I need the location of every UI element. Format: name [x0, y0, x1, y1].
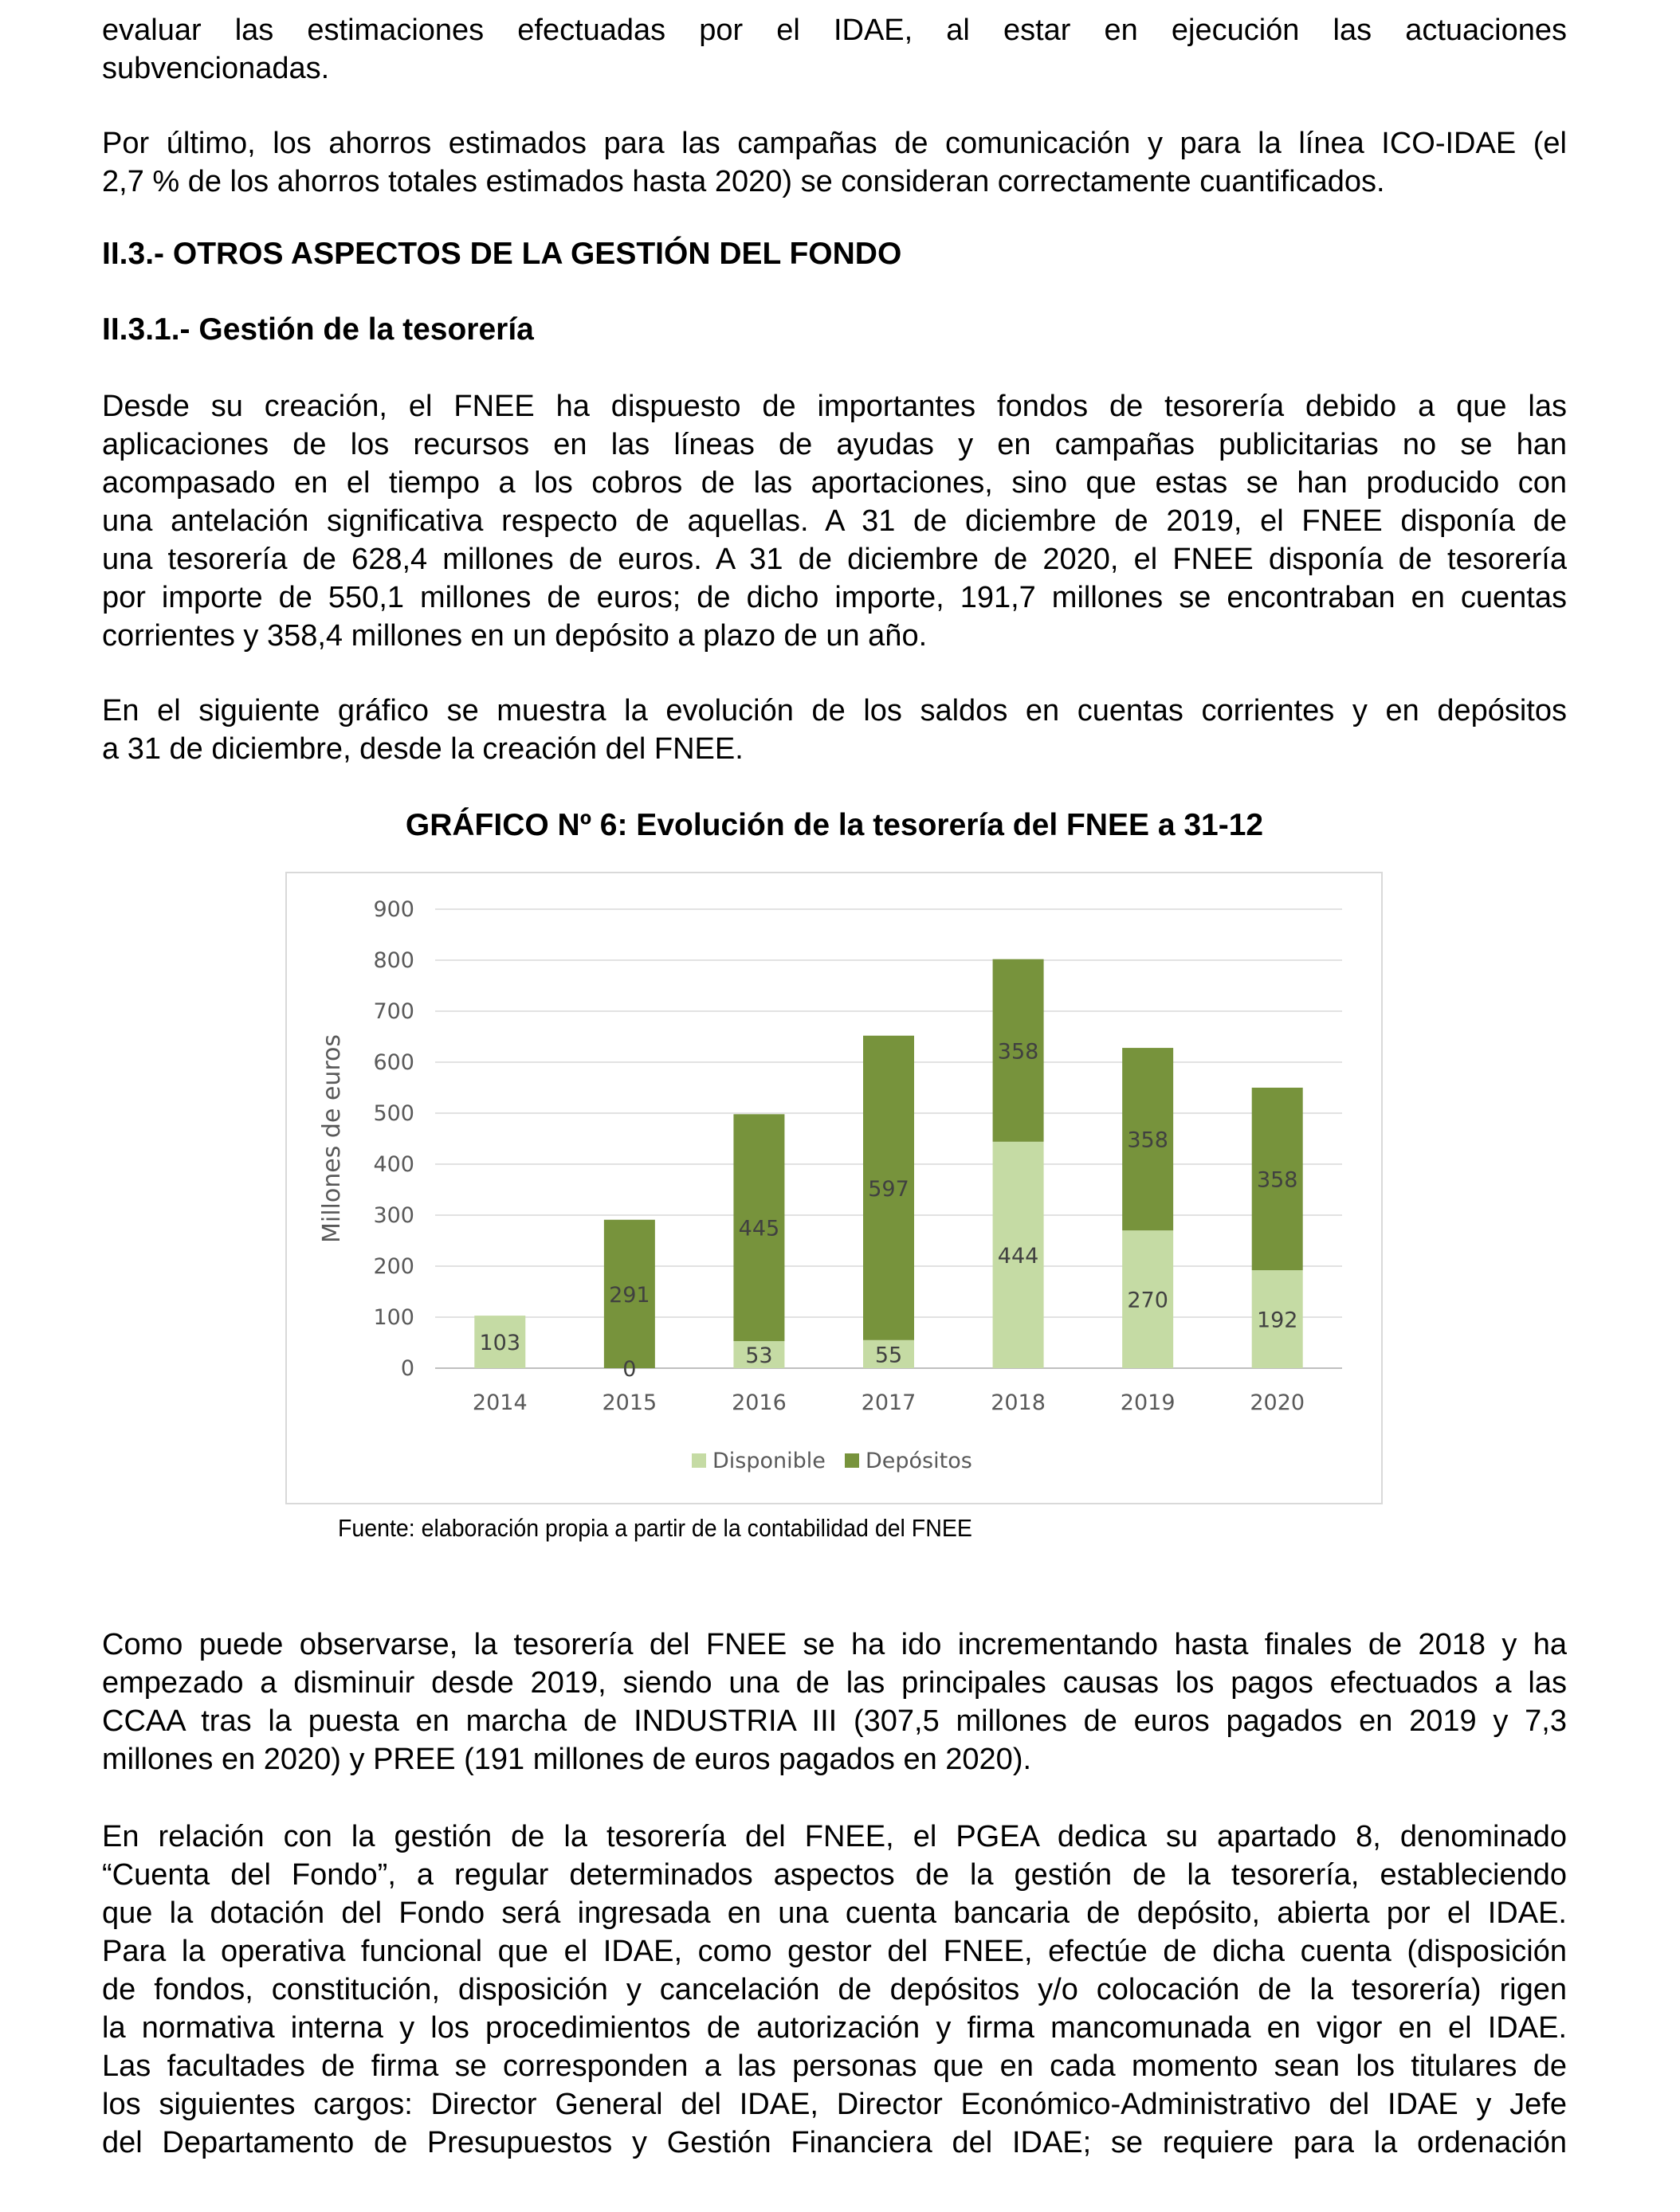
text-line: una antelación significativa respecto de aquellas. A 31 de diciembre de 2019, el FNEE disponía de — [102, 504, 1567, 538]
y-tick-label: 100 — [373, 1305, 414, 1330]
data-label-depositos: 358 — [997, 1039, 1039, 1065]
data-label-depositos: 358 — [1127, 1128, 1168, 1153]
data-label-depositos: 445 — [738, 1216, 780, 1241]
text-line: En relación con la gestión de la tesorería del FNEE, el PGEA dedica su apartado 8, denominado — [102, 1820, 1567, 1853]
x-tick-label: 2018 — [991, 1390, 1046, 1415]
x-tick-label: 2015 — [602, 1390, 657, 1415]
text-line: una tesorería de 628,4 millones de euros. A 31 de diciembre de 2020, el FNEE disponía de tesorería — [102, 543, 1567, 576]
paragraph-tesoreria — [102, 387, 1567, 655]
text-line: de fondos, constitución, disposición y cancelación de depósitos y/o colocación de la tesorería) rigen — [102, 1973, 1567, 2006]
text-line: En el siguiente gráfico se muestra la evolución de los saldos en cuentas corrientes y en depósitos — [102, 694, 1567, 728]
text-line: evaluar las estimaciones efectuadas por el IDAE, al estar en ejecución las actuaciones — [102, 14, 1567, 47]
text-line: Las facultades de firma se corresponden a las personas que en cada momento sean los titulares de — [102, 2049, 1567, 2083]
text-line: del Departamento de Presupuestos y Gestión Financiera del IDAE; se requiere para la ordenación — [102, 2126, 1567, 2159]
text-line: “Cuenta del Fondo”, a regular determinados aspectos de la gestión de la tesorería, estableciendo — [102, 1858, 1567, 1892]
y-axis-label: Millones de euros — [318, 1033, 346, 1244]
section-heading: II.3.- OTROS ASPECTOS DE LA GESTIÓN DEL FONDO — [102, 237, 902, 271]
text-line: aplicaciones de los recursos en las líneas de ayudas y en campañas publicitarias no se han — [102, 428, 1567, 461]
data-label-disponible: 270 — [1127, 1288, 1168, 1313]
x-tick-label: 2020 — [1250, 1390, 1305, 1415]
data-label-disponible: 53 — [745, 1343, 773, 1369]
text-line: por importe de 550,1 millones de euros; de dicho importe, 191,7 millones se encontraban en cuentas — [102, 581, 1567, 614]
y-tick-label: 500 — [373, 1101, 414, 1126]
legend-label-depositos: Depósitos — [866, 1449, 972, 1473]
text-line: 2,7 % de los ahorros totales estimados hasta 2020) se consideran correctamente cuantificados. — [102, 165, 1385, 198]
y-tick-label: 800 — [373, 948, 414, 973]
y-tick-label: 0 — [400, 1356, 414, 1381]
data-label-disponible: 444 — [997, 1243, 1039, 1269]
text-line: Por último, los ahorros estimados para las campañas de comunicación y para la línea ICO-IDAE (el — [102, 127, 1567, 160]
chart-source-note: Fuente: elaboración propia a partir de la contabilidad del FNEE — [338, 1514, 972, 1542]
data-label-depositos: 597 — [868, 1176, 909, 1202]
data-label-depositos: 358 — [1256, 1167, 1298, 1193]
legend-swatch-depositos — [845, 1453, 859, 1468]
text-line: CCAA tras la puesta en marcha de INDUSTRIA III (307,5 millones de euros pagados en 2019 y 7,3 — [102, 1704, 1567, 1738]
paragraph-grafico-intro — [102, 692, 1567, 768]
data-label-disponible: 192 — [1256, 1308, 1298, 1333]
paragraph-ahorros — [102, 124, 1567, 201]
y-tick-label: 600 — [373, 1050, 414, 1075]
text-line: subvencionadas. — [102, 52, 330, 85]
y-tick-label: 900 — [373, 897, 414, 922]
text-line: acompasado en el tiempo a los cobros de las aportaciones, sino que estas se han producido con — [102, 466, 1567, 500]
text-line: corrientes y 358,4 millones en un depósito a plazo de un año. — [102, 619, 928, 653]
legend-swatch-disponible — [692, 1453, 706, 1468]
subsection-heading: II.3.1.- Gestión de la tesorería — [102, 312, 534, 347]
chart-container — [285, 872, 1383, 1504]
text-line: Para la operativa funcional que el IDAE, como gestor del FNEE, efectúe de dicha cuenta (disposición — [102, 1935, 1567, 1968]
text-line: empezado a disminuir desde 2019, siendo una de las principales causas los pagos efectuados a las — [102, 1666, 1567, 1700]
paragraph-evaluar — [102, 11, 1567, 88]
y-tick-label: 200 — [373, 1254, 414, 1279]
data-label-disponible: 0 — [622, 1357, 637, 1382]
text-line: la normativa interna y los procedimientos de autorización y firma mancomunada en vigor en el IDAE. — [102, 2011, 1567, 2045]
text-line: a 31 de diciembre, desde la creación del FNEE. — [102, 732, 744, 766]
y-tick-label: 700 — [373, 999, 414, 1024]
y-tick-label: 300 — [373, 1203, 414, 1228]
x-tick-label: 2014 — [472, 1390, 528, 1415]
x-tick-label: 2016 — [732, 1390, 787, 1415]
text-line: Como puede observarse, la tesorería del FNEE se ha ido incrementando hasta finales de 2018 y ha — [102, 1628, 1567, 1661]
data-label-depositos: 291 — [609, 1282, 650, 1308]
paragraph-gestion-tesoreria — [102, 1818, 1567, 2162]
data-label-disponible: 55 — [874, 1343, 903, 1368]
legend-label-disponible: Disponible — [712, 1449, 826, 1473]
y-tick-label: 400 — [373, 1152, 414, 1177]
x-tick-label: 2019 — [1120, 1390, 1176, 1415]
stacked-bar-chart — [287, 873, 1381, 1503]
chart-title: GRÁFICO Nº 6: Evolución de la tesorería del FNEE a 31-12 — [405, 808, 1264, 842]
data-label-disponible: 103 — [479, 1331, 521, 1356]
text-line: que la dotación del Fondo será ingresada en una cuenta bancaria de depósito, abierta por el IDAE. — [102, 1896, 1567, 1930]
x-tick-label: 2017 — [861, 1390, 917, 1415]
text-line: los siguientes cargos: Director General del IDAE, Director Económico-Administrativo del IDAE y Jefe — [102, 2088, 1567, 2121]
text-line: millones en 2020) y PREE (191 millones de euros pagados en 2020). — [102, 1743, 1032, 1776]
paragraph-observacion — [102, 1626, 1567, 1779]
text-line: Desde su creación, el FNEE ha dispuesto de importantes fondos de tesorería debido a que las — [102, 390, 1567, 423]
